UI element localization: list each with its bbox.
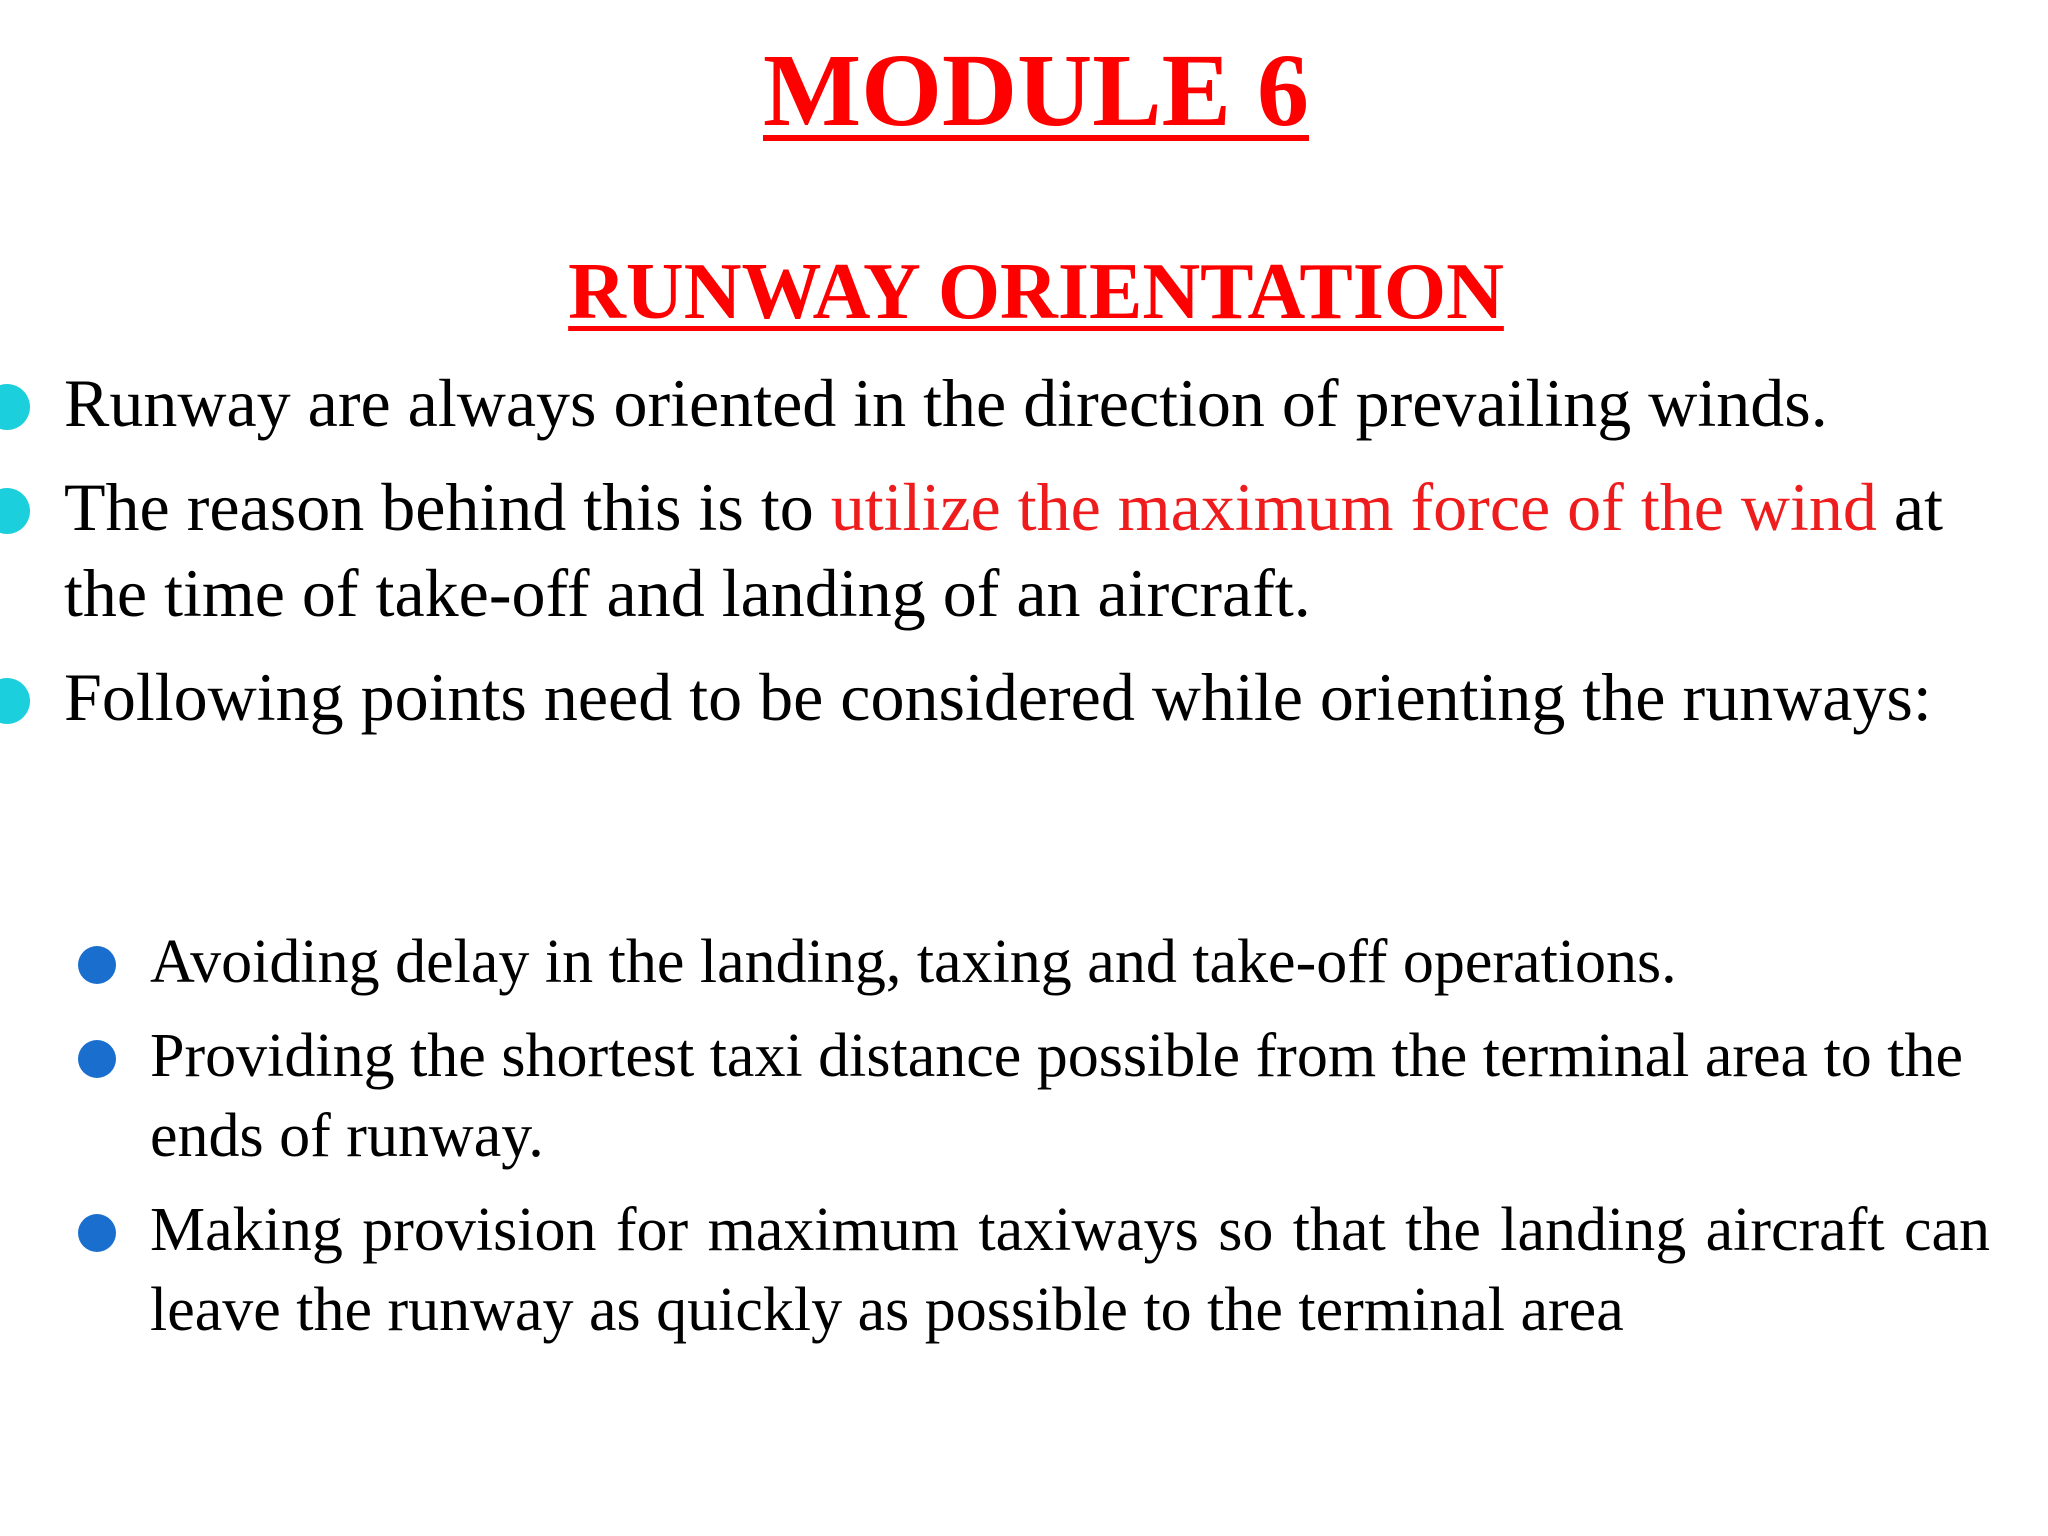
bullet-text-highlight: utilize the maximum force of the wind [830,469,1877,545]
main-bullet-list [0,360,1980,758]
sub-bullet-text: Making provision for maximum taxiways so that the landing aircraft can leave the runway as quickly as possible to the terminal area [150,1196,1990,1344]
sub-bullet-item-2 [0,1016,1990,1176]
sub-bullet-item-1 [0,922,1990,1002]
sub-bullet-text: Providing the shortest taxi distance possible from the terminal area to the ends of runway. [150,1022,1964,1170]
sub-bullet-dot-icon [78,1040,116,1078]
bullet-item-2 [0,464,1980,636]
bullet-text: Following points need to be considered while orienting the runways: [64,659,1932,735]
bullet-item-1 [0,360,1980,446]
bullet-dot-icon [0,488,30,534]
sub-bullet-dot-icon [78,1214,116,1252]
bullet-item-3 [0,654,1980,740]
bullet-text-before: The reason behind this is to [64,469,831,545]
sub-bullet-item-3 [0,1190,1990,1350]
sub-bullet-list [0,922,1990,1364]
bullet-text: Runway are always oriented in the direction of prevailing winds. [64,365,1828,441]
sub-bullet-text: Avoiding delay in the landing, taxing and take-off operations. [150,928,1677,996]
module-title: MODULE 6 [763,33,1309,148]
slide-subtitle: RUNWAY ORIENTATION [568,248,1504,336]
bullet-dot-icon [0,678,30,724]
bullet-text-after: at the time of take-off and landing of an aircraft. [64,469,1943,631]
bullet-dot-icon [0,384,30,430]
sub-bullet-dot-icon [78,946,116,984]
